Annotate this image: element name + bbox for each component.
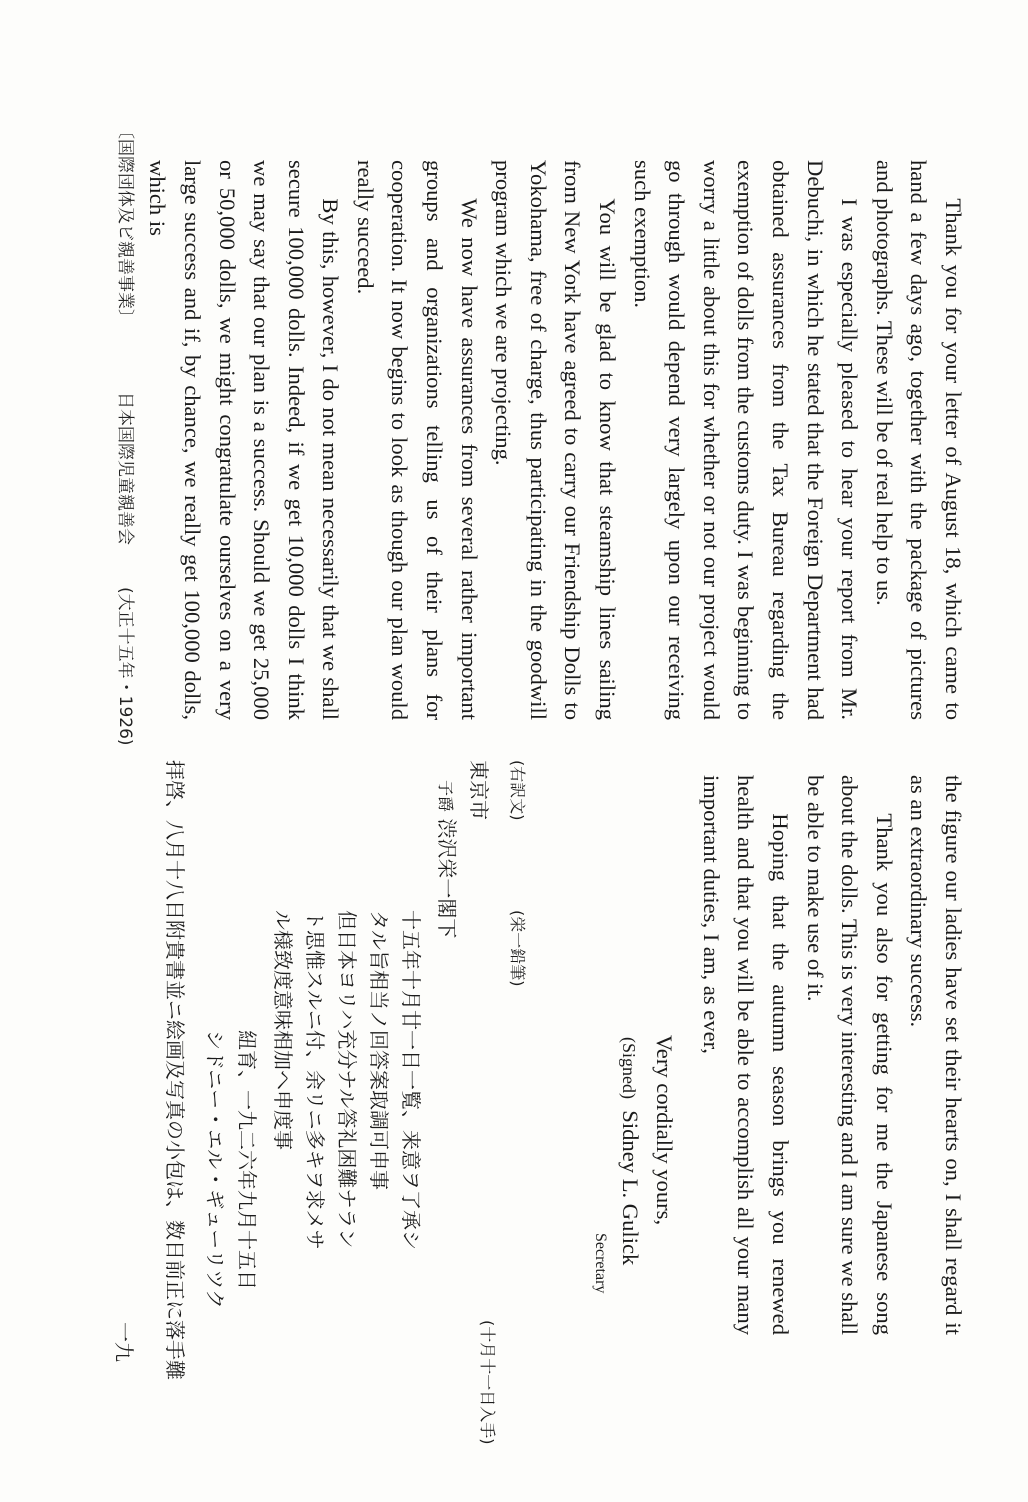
page-footer <box>110 122 140 1422</box>
footer-year: (大正十五年・1926) <box>115 587 135 746</box>
signature-line <box>611 775 647 1335</box>
translation-sender: シドニー・エル・ギューリツク <box>203 1030 227 1309</box>
received-date: (十月十一日入手) <box>478 1320 497 1445</box>
translation-date: 紐育、一九二六年九月十五日 <box>235 1030 259 1290</box>
page-number: 一九 <box>112 1322 136 1362</box>
closing-phrase: Very cordially yours, <box>652 1035 678 1226</box>
translation-city: 東京市 <box>467 760 491 820</box>
letter-paragraph: Hoping that the autumn season brings you renewed health and that you will be able to accomplish all your many important duties, I am, as ever, <box>698 775 794 1335</box>
pencil-note-line: タル旨相当ノ回答案取調可申事 <box>367 910 391 1190</box>
translation-recipient <box>429 780 463 938</box>
pencil-note-line: 十五年十月廿一日一覧、来意ヲ了承シ <box>399 910 423 1250</box>
letter-paragraph: the figure our ladies have set their hearts on, I shall regard it as an extraordinary success. <box>906 775 966 1335</box>
letter-paragraph: I was especially pleased to hear your report from Mr. Debuchi, in which he stated that the Foreign Department had obtained assurances from the Tax Bureau regarding the exemption of dolls from the customs duty. I was beginning to worry a little about this for whether or not our project would go through would depend very largely upon our receiving such exemption. <box>629 160 863 720</box>
signer-title: Secretary <box>592 1233 610 1294</box>
letter-paragraph: You will be glad to know that steamship lines sailing from New York have agreed to carry our Friendship Dolls to Yokohama, free of charge, thus participating in the goodwill program which we are projecting. <box>491 160 621 720</box>
pencil-note-line: ト思惟スルニ付、余リニ多キヲ求メサ <box>303 910 327 1250</box>
recipient-title: 子爵 <box>436 780 455 813</box>
translation-body: 拝啓、八月十八日附貴書並ニ絵画及写真の小包は、数日前正に落手難 <box>163 760 187 1380</box>
letter-paragraph: Thank you also for getting for me the Japanese song about the dolls. This is very interesting and I am sure we shall be able to make use of it. <box>802 775 897 1335</box>
footer-organization: 日本国際児童親善会 <box>115 392 135 545</box>
letter-paragraph: Thank you for your letter of August 18, which came to hand a few days ago, together with the package of pictures and photographs. These will be of real help to us. <box>871 160 966 720</box>
letter-paragraph: We now have assurances from several rather important groups and organizations telling us of their plans for cooperation. It now begins to look as though our plan would really succeed. <box>352 160 482 720</box>
translation-label: (右訳文) <box>508 760 527 821</box>
pencil-note-label: (栄一鉛筆) <box>508 910 527 987</box>
signer-name: Sidney L. Gulick <box>617 1110 643 1266</box>
footer-section: 〔国際団体及ビ親善事業〕 <box>115 122 135 326</box>
signed-label: (Signed) <box>618 1037 639 1099</box>
pencil-note-line: 但日本ヨリハ充分ナル答礼困難ナラン <box>335 910 359 1249</box>
letter-paragraph: By this, however, I do not mean necessarily that we shall secure 100,000 dolls. Indeed, if we get 10,000 dolls I think we may say that our plan is a success. Should we get 25,000 or 50,000 dolls, we might congratulate ourselves on a very large success and if, by chance, we really get 100,000 dolls, which is <box>145 160 344 720</box>
letter-closing <box>589 775 681 1335</box>
letter-column-left <box>140 160 970 720</box>
pencil-note-line: ル様致度意味相加ヘ申度事 <box>271 910 295 1150</box>
recipient-name: 渋沢栄一閣下 <box>435 818 459 939</box>
letter-column-right <box>589 775 970 1335</box>
